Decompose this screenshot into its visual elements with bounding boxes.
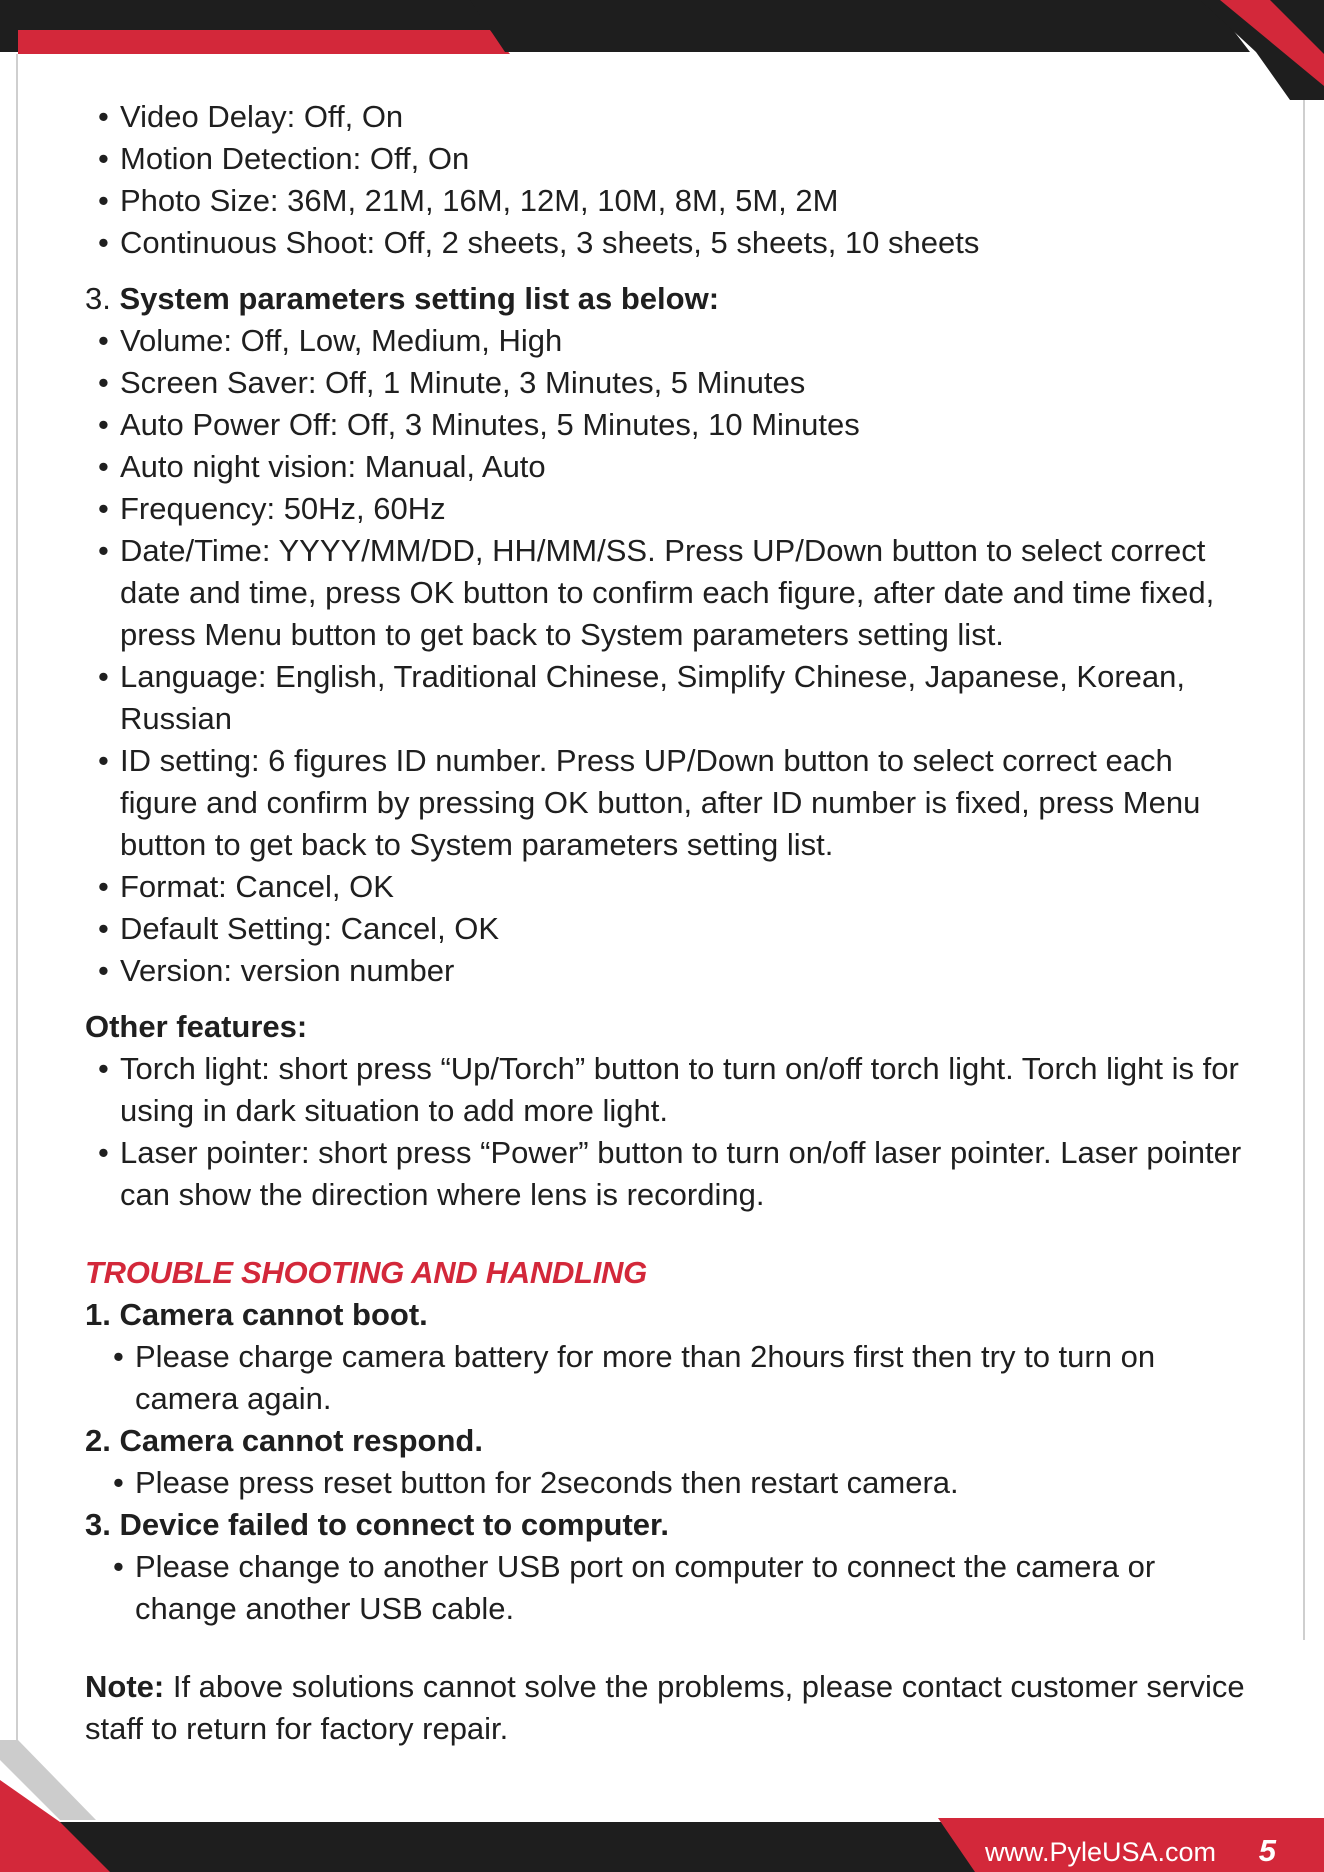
trouble-heading: 2. Camera cannot respond.	[85, 1423, 483, 1458]
trouble-list	[100, 1462, 1245, 1504]
list-item: • Continuous Shoot: Off, 2 sheets, 3 sheets, 5 sheets, 10 sheets	[85, 222, 1245, 264]
note-label: Note:	[85, 1669, 165, 1704]
other-features-list	[85, 1048, 1245, 1216]
list-item: • Auto night vision: Manual, Auto	[85, 446, 1245, 488]
trouble-list	[100, 1546, 1245, 1630]
list-item: • Torch light: short press “Up/Torch” button to turn on/off torch light. Torch light is for using in dark situation to add more light.	[85, 1048, 1245, 1132]
page-content	[85, 96, 1245, 1750]
list-item: • Screen Saver: Off, 1 Minute, 3 Minutes, 5 Minutes	[85, 362, 1245, 404]
list-item: • Laser pointer: short press “Power” button to turn on/off laser pointer. Laser pointer can show the direction where lens is recording.	[85, 1132, 1245, 1216]
list-item: • Photo Size: 36M, 21M, 16M, 12M, 10M, 8M, 5M, 2M	[85, 180, 1245, 222]
other-features-heading: Other features:	[85, 1009, 308, 1044]
page-number: 5	[1258, 1833, 1276, 1868]
trouble-heading: 1. Camera cannot boot.	[85, 1297, 428, 1332]
list-item: • Volume: Off, Low, Medium, High	[85, 320, 1245, 362]
footer-website-link[interactable]: www.PyleUSA.com	[984, 1837, 1216, 1867]
system-heading-title: System parameters setting list as below:	[119, 281, 720, 316]
list-item: • Video Delay: Off, On	[85, 96, 1245, 138]
system-heading	[85, 278, 1245, 320]
list-item: • ID setting: 6 figures ID number. Press UP/Down button to select correct each figure and confirm by pressing OK button, after ID number is fixed, press Menu button to get back to System parameters setting list.	[85, 740, 1245, 866]
list-item: • Please press reset button for 2seconds then restart camera.	[100, 1462, 1245, 1504]
list-item: • Auto Power Off: Off, 3 Minutes, 5 Minutes, 10 Minutes	[85, 404, 1245, 446]
trouble-list	[100, 1336, 1245, 1420]
list-item: • Language: English, Traditional Chinese, Simplify Chinese, Japanese, Korean, Russian	[85, 656, 1245, 740]
modes-list	[85, 96, 1245, 264]
note-paragraph	[85, 1666, 1245, 1750]
system-list	[85, 320, 1245, 992]
top-red-bar	[18, 30, 510, 54]
list-item: • Default Setting: Cancel, OK	[85, 908, 1245, 950]
top-dark-bar-right	[470, 0, 1250, 52]
system-heading-number: 3.	[85, 281, 111, 316]
list-item: • Format: Cancel, OK	[85, 866, 1245, 908]
list-item: • Version: version number	[85, 950, 1245, 992]
list-item: • Please change to another USB port on computer to connect the camera or change another USB cable.	[100, 1546, 1245, 1630]
list-item: • Frequency: 50Hz, 60Hz	[85, 488, 1245, 530]
list-item: • Motion Detection: Off, On	[85, 138, 1245, 180]
note-text: If above solutions cannot solve the problems, please contact customer service staff to return for factory repair.	[85, 1669, 1245, 1746]
list-item: • Please charge camera battery for more than 2hours first then try to turn on camera again.	[100, 1336, 1245, 1420]
trouble-heading: 3. Device failed to connect to computer.	[85, 1507, 669, 1542]
list-item: • Date/Time: YYYY/MM/DD, HH/MM/SS. Press UP/Down button to select correct date and time, press OK button to confirm each figure, after date and time fixed, press Menu button to get back to System parameters setting list.	[85, 530, 1245, 656]
troubleshooting-title: TROUBLE SHOOTING AND HANDLING	[85, 1255, 647, 1290]
